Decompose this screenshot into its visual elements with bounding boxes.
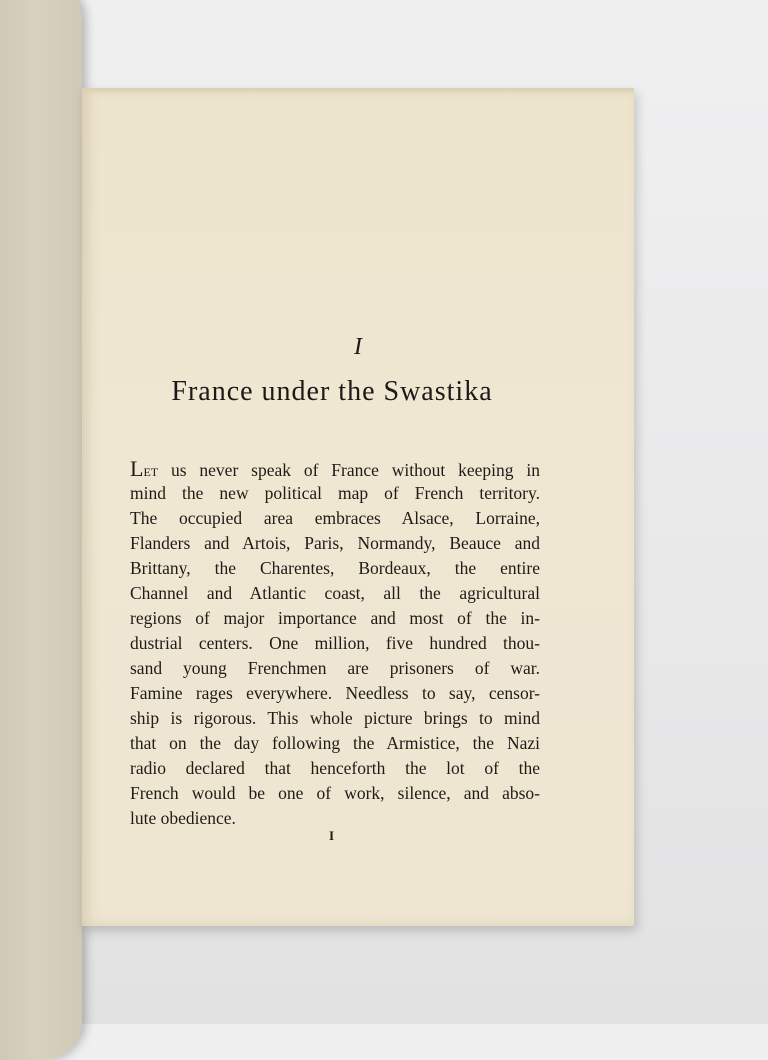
chapter-body <box>130 456 540 831</box>
drop-cap: L <box>130 456 144 481</box>
page-number: I <box>329 828 335 843</box>
body-line: sand young Frenchmen are prisoners of war. <box>130 658 540 678</box>
body-line: The occupied area embraces Alsace, Lorraine, <box>130 508 540 528</box>
book-cover-edge <box>0 0 82 1060</box>
body-line: ship is rigorous. This whole picture brings to mind <box>130 708 540 728</box>
first-word-rest: et <box>143 460 159 480</box>
body-line: regions of major importance and most of the in- <box>130 608 540 628</box>
body-line: dustrial centers. One million, five hundred thou- <box>130 633 540 653</box>
body-line-text: us never speak of France without keeping in <box>158 460 540 480</box>
body-line: Brittany, the Charentes, Bordeaux, the entire <box>130 558 540 578</box>
book-page <box>82 88 634 926</box>
body-line: that on the day following the Armistice, the Nazi <box>130 733 540 753</box>
chapter-title: France under the Swastika <box>171 376 493 407</box>
page-edge-shadow <box>82 88 634 94</box>
body-line: lute obedience. <box>130 808 236 828</box>
body-line <box>130 456 540 481</box>
body-line: French would be one of work, silence, and abso- <box>130 783 540 803</box>
body-line: Flanders and Artois, Paris, Normandy, Beauce and <box>130 533 540 553</box>
body-line: Famine rages everywhere. Needless to say, censor- <box>130 683 540 703</box>
chapter-number: I <box>354 334 362 360</box>
body-line: Channel and Atlantic coast, all the agricultural <box>130 583 540 603</box>
body-line: radio declared that henceforth the lot of the <box>130 758 540 778</box>
body-line: mind the new political map of French territory. <box>130 483 540 503</box>
